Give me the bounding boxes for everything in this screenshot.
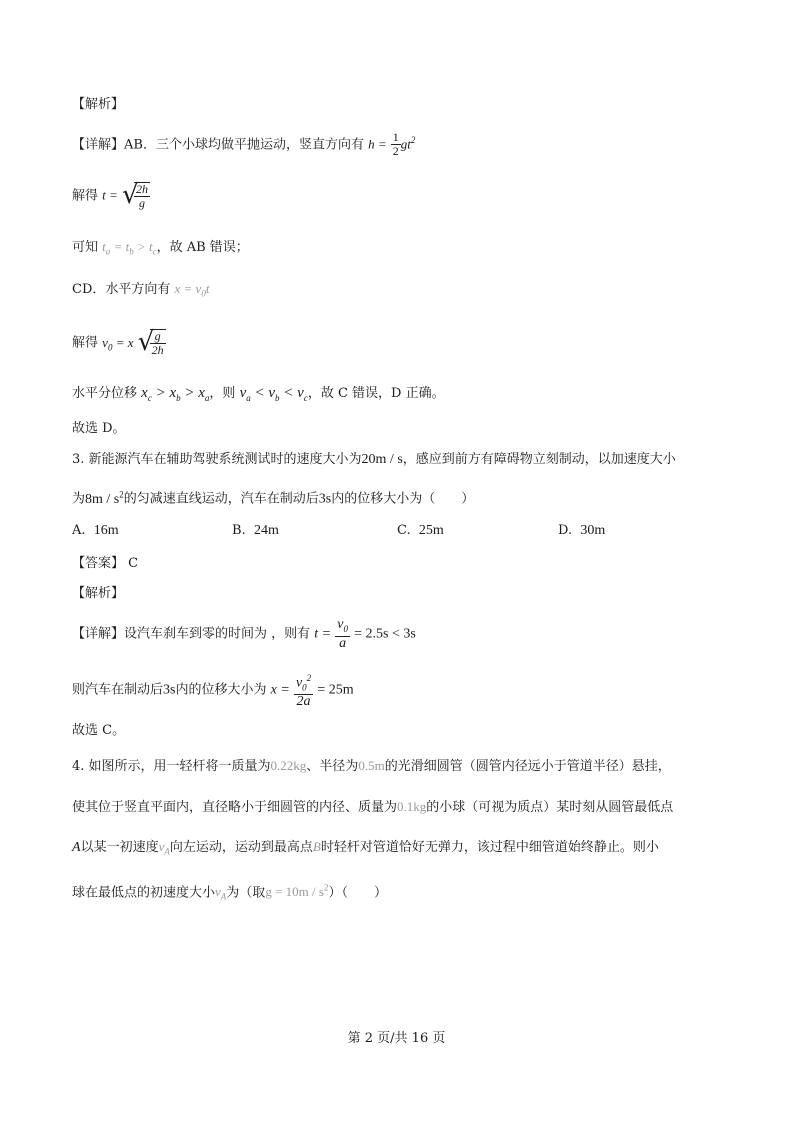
know-tail: ，故 AB 错误； [156,240,249,255]
choose-d: 故选 D。 [72,421,126,436]
sqrt-v: √ $\frac{g}{2h}$ [137,327,164,357]
q3-t-lhs: t = [314,626,332,642]
q4-va-2: $v_A$ [215,884,227,902]
q3-speed: 20m / s [361,452,403,467]
cd-text: CD．水平方向有 [72,282,171,297]
sqrt-t: √ $\frac{2h}{g}$ [121,180,148,210]
know-line [72,238,249,261]
q4-g: $g = 10m / s^2$ [265,883,329,900]
q3-analysis-heading: 【解析】 [72,586,125,601]
disp-mid: ，则 [209,386,236,401]
detail-tag: 【详解】 [72,137,125,153]
option-a[interactable]: A. 16m [72,523,119,538]
q3-line-2: 为$8m / s^2$的匀减速直线运动，汽车在制动后3s内的位移大小为（ ） [72,489,475,507]
x-relation: $x_c > x_b > x_a$ [141,385,210,403]
q4-line-1: 4. 如图所示，用一轻杆将一质量为0.22kg、半径为0.5m的光滑细圆管（圆管内径远小于管道半径）悬挂， [72,758,671,774]
detail-line-ab [72,131,415,158]
solve-label: 解得 [72,188,99,204]
q3-x-frac: $\frac{v_0^2}{2a}$ [295,673,312,710]
disp-tail: ，故 C 错误，D 正确。 [307,386,445,401]
q4-line-2: 使其位于竖直平面内，直径略小于细圆管的内径、质量为0.1kg的小球（可视为质点）某时刻从圆管最低点 [72,799,674,815]
displacement-line [72,384,445,407]
q3-answer: 【答案】 C [72,556,139,571]
analysis-heading-1: 【解析】 [72,97,125,112]
q3-t-rhs: = 2.5s < 3s [354,626,416,642]
option-c[interactable]: C. 25m [397,523,444,538]
q4-radius: 0.5m [358,758,385,773]
q3-line-1: 3. 新能源汽车在辅助驾驶系统测试时的速度大小为20m / s，感应到前方有障碍物立刻制动，以加速度大小 [72,452,676,467]
cd-line [72,280,209,303]
solve-v-line [72,329,166,357]
q3-t-frac: $\frac{v_0}{a}$ [337,617,348,651]
q4-mass-ball: 0.1kg [397,799,427,814]
q4-mass-tube: 0.22kg [270,758,307,773]
t-relation: $t_a = t_b > t_c$ [102,239,157,257]
q3-time: 3s [318,491,332,507]
know-label: 可知 [72,240,99,255]
eq-h-frac: $\frac{1}{2}$ [392,130,399,159]
q3-accel: $8m / s^2$ [85,489,124,507]
v0-lhs: $v_0 = x$ [102,334,134,353]
option-b[interactable]: B. 24m [232,523,279,538]
v-relation: $v_a < v_b < v_c$ [239,385,308,403]
q4-va: $v_A$ [158,839,170,857]
eq-h-rhs: gt [400,136,411,152]
eq-h-exp: 2 [410,135,416,145]
page-footer: 第 2 页/共 16 页 [347,1031,446,1046]
choose-c: 故选 C。 [72,723,126,738]
x-eq: $x = v_0t$ [174,281,210,299]
q4-line-3: A以某一初速度$v_A$向左运动，运动到最高点B时轻杆对管道恰好无弹力，该过程中细管道始终静止。则小 [72,839,659,857]
t-lhs: t = [102,187,118,203]
q3-x-lhs: x = [270,682,290,698]
detail-text: AB．三个小球均做平抛运动，竖直方向有 [124,137,364,153]
option-d[interactable]: D. 30m [558,523,606,538]
disp-text: 水平分位移 [72,386,138,401]
q3-x-rhs: = 25m [317,682,354,698]
q4-line-4: 球在最低点的初速度大小$v_A$为（取$g = 10m / s^2$）（ ） [72,883,387,902]
q3-disp-line: 则汽车在制动后3s内的位移大小为 x = $\frac{v_0^2}{2a}$ = 25m [72,673,354,710]
eq-h-lhs: h = [368,136,387,152]
solve-v-label: 解得 [72,335,99,351]
solve-t-line [72,182,150,210]
q3-detail-line: 【详解】设汽车刹车到零的时间为 ，则有 t = $\frac{v_0}{a}$ = 2.5s < 3s [72,617,416,651]
